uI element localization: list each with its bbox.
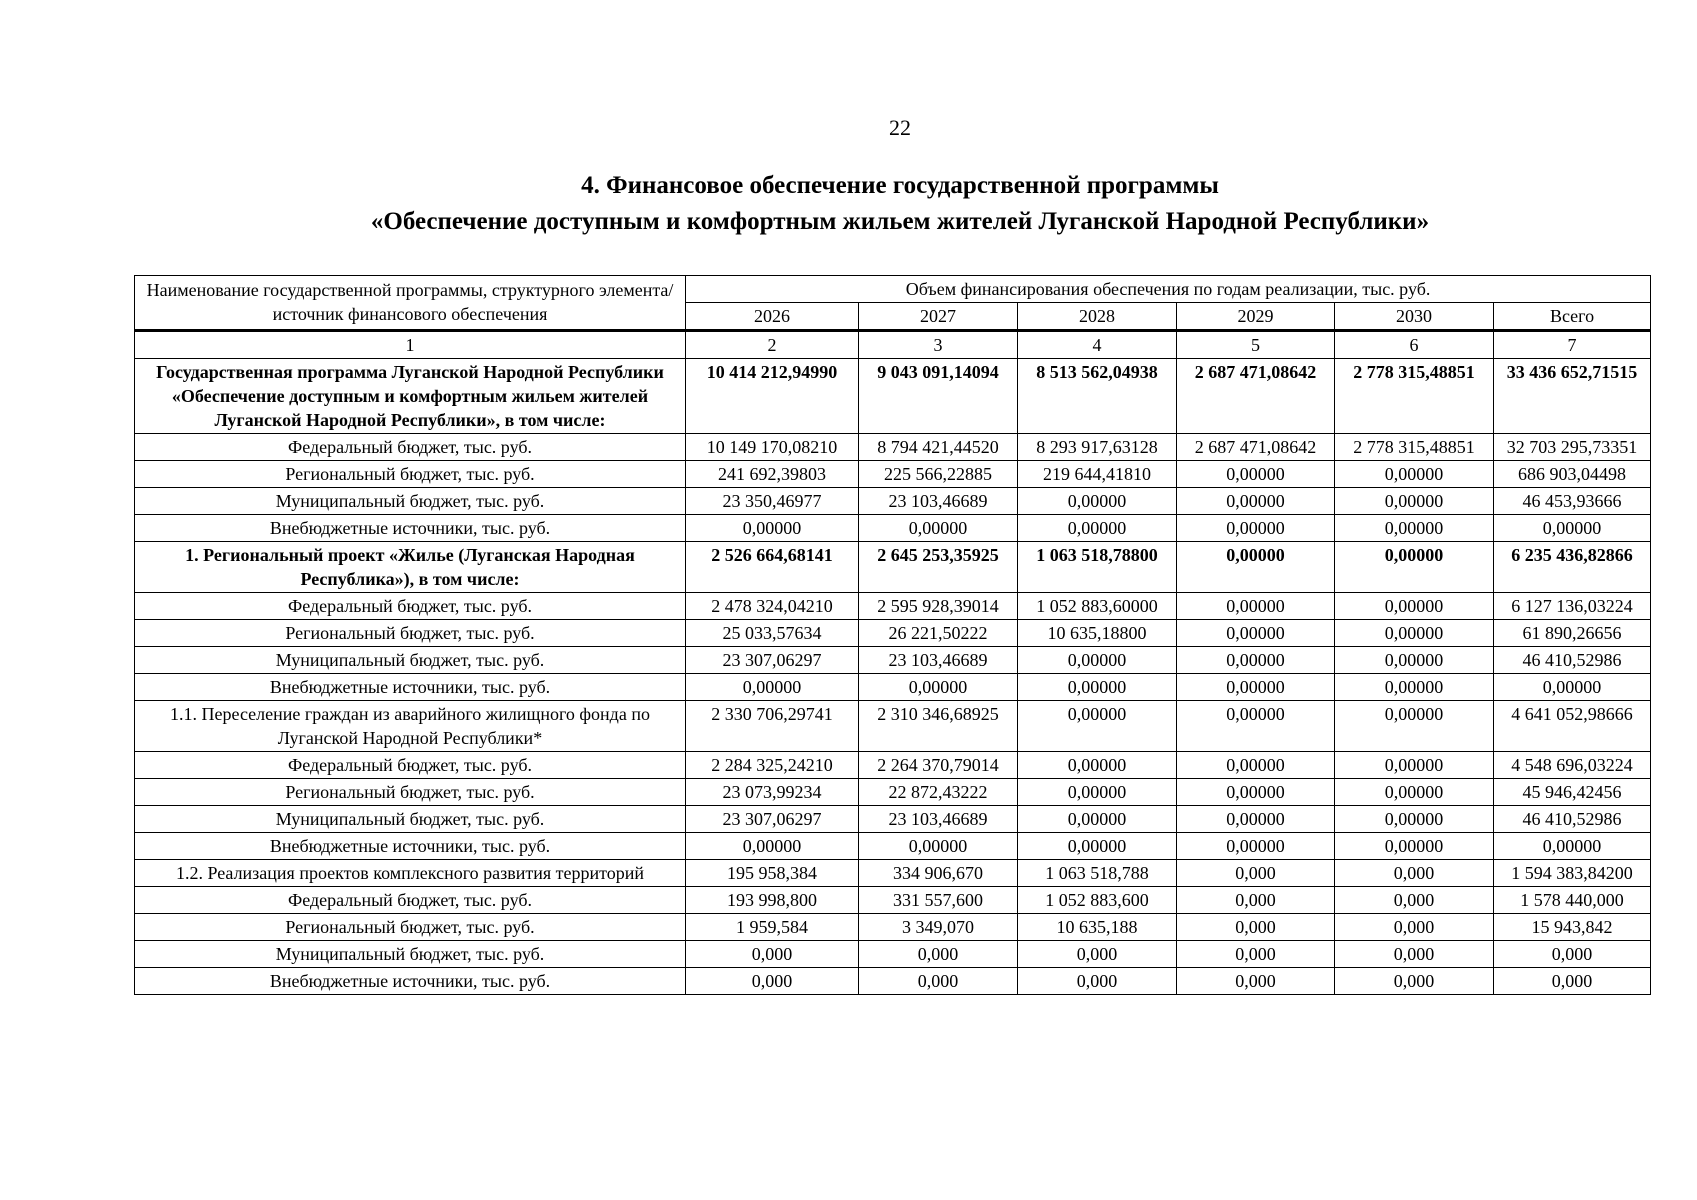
table-row	[135, 674, 1651, 701]
value-cell: 0,000	[686, 941, 859, 968]
row-name-cell: Федеральный бюджет, тыс. руб.	[135, 752, 686, 779]
value-cell: 0,00000	[1335, 620, 1494, 647]
value-cell: 225 566,22885	[859, 461, 1018, 488]
value-cell: 0,00000	[1018, 779, 1177, 806]
value-cell: 0,00000	[1494, 515, 1651, 542]
value-cell: 0,00000	[1335, 674, 1494, 701]
value-cell: 0,00000	[1335, 701, 1494, 752]
value-cell: 23 103,46689	[859, 806, 1018, 833]
value-cell: 0,00000	[686, 674, 859, 701]
value-cell: 0,000	[1177, 887, 1335, 914]
row-name-cell: 1. Региональный проект «Жилье (Луганская Народная Республика»), в том числе:	[135, 542, 686, 593]
value-cell: 2 478 324,04210	[686, 593, 859, 620]
table-row	[135, 515, 1651, 542]
value-cell: 4 641 052,98666	[1494, 701, 1651, 752]
value-cell: 0,00000	[1177, 647, 1335, 674]
value-cell: 10 635,188	[1018, 914, 1177, 941]
value-cell: 0,000	[1494, 941, 1651, 968]
table-row	[135, 488, 1651, 515]
year-header-cell: 2028	[1018, 303, 1177, 331]
table-row	[135, 434, 1651, 461]
value-cell: 8 293 917,63128	[1018, 434, 1177, 461]
value-cell: 46 410,52986	[1494, 806, 1651, 833]
row-name-cell: Государственная программа Луганской Народной Республики «Обеспечение доступным и комфортным жильем жителей Луганской Народной Республики», в том числе:	[135, 359, 686, 434]
value-cell: 46 453,93666	[1494, 488, 1651, 515]
value-cell: 23 350,46977	[686, 488, 859, 515]
value-cell: 0,00000	[1335, 593, 1494, 620]
value-cell: 0,00000	[686, 515, 859, 542]
value-cell: 1 959,584	[686, 914, 859, 941]
row-name-cell: Внебюджетные источники, тыс. руб.	[135, 674, 686, 701]
value-cell: 23 103,46689	[859, 488, 1018, 515]
value-cell: 0,00000	[1335, 806, 1494, 833]
value-cell: 26 221,50222	[859, 620, 1018, 647]
value-cell: 2 778 315,48851	[1335, 359, 1494, 434]
table-row	[135, 461, 1651, 488]
value-cell: 0,00000	[1177, 701, 1335, 752]
value-cell: 0,00000	[1018, 833, 1177, 860]
value-cell: 2 526 664,68141	[686, 542, 859, 593]
total-header-cell: Всего	[1494, 303, 1651, 331]
value-cell: 23 307,06297	[686, 647, 859, 674]
value-cell: 0,00000	[1335, 779, 1494, 806]
table-row	[135, 359, 1651, 434]
value-cell: 0,00000	[1335, 833, 1494, 860]
row-name-cell: 1.2. Реализация проектов комплексного развития территорий	[135, 860, 686, 887]
value-cell: 2 310 346,68925	[859, 701, 1018, 752]
value-cell: 0,00000	[1335, 752, 1494, 779]
value-cell: 0,000	[1018, 941, 1177, 968]
row-name-cell: Внебюджетные источники, тыс. руб.	[135, 968, 686, 995]
row-name-cell: Муниципальный бюджет, тыс. руб.	[135, 488, 686, 515]
value-cell: 0,00000	[1494, 833, 1651, 860]
value-cell: 334 906,670	[859, 860, 1018, 887]
value-cell: 0,00000	[859, 515, 1018, 542]
value-cell: 0,000	[859, 968, 1018, 995]
value-cell: 0,00000	[1177, 833, 1335, 860]
value-cell: 1 052 883,600	[1018, 887, 1177, 914]
page-number: 22	[889, 115, 911, 140]
column-number-row	[135, 331, 1651, 359]
value-cell: 3 349,070	[859, 914, 1018, 941]
value-cell: 0,00000	[1177, 779, 1335, 806]
column-number-cell: 3	[859, 331, 1018, 359]
year-header-cell: 2029	[1177, 303, 1335, 331]
value-cell: 4 548 696,03224	[1494, 752, 1651, 779]
row-name-cell: Региональный бюджет, тыс. руб.	[135, 461, 686, 488]
value-cell: 0,000	[1177, 914, 1335, 941]
value-cell: 0,00000	[1177, 752, 1335, 779]
value-cell: 10 414 212,94990	[686, 359, 859, 434]
value-cell: 8 513 562,04938	[1018, 359, 1177, 434]
value-cell: 0,000	[1177, 860, 1335, 887]
value-cell: 0,000	[1018, 968, 1177, 995]
row-name-cell: Региональный бюджет, тыс. руб.	[135, 914, 686, 941]
value-cell: 2 778 315,48851	[1335, 434, 1494, 461]
header-volume-cell: Объем финансирования обеспечения по годам реализации, тыс. руб.	[686, 276, 1651, 303]
column-number-cell: 4	[1018, 331, 1177, 359]
value-cell: 0,00000	[1494, 674, 1651, 701]
value-cell: 0,000	[686, 968, 859, 995]
financing-table	[134, 275, 1651, 995]
row-name-cell: 1.1. Переселение граждан из аварийного жилищного фонда по Луганской Народной Республики*	[135, 701, 686, 752]
value-cell: 6 235 436,82866	[1494, 542, 1651, 593]
column-number-cell: 5	[1177, 331, 1335, 359]
table-row	[135, 860, 1651, 887]
value-cell: 219 644,41810	[1018, 461, 1177, 488]
value-cell: 0,00000	[1335, 542, 1494, 593]
row-name-cell: Муниципальный бюджет, тыс. руб.	[135, 647, 686, 674]
column-number-cell: 1	[135, 331, 686, 359]
table-row	[135, 752, 1651, 779]
value-cell: 241 692,39803	[686, 461, 859, 488]
value-cell: 195 958,384	[686, 860, 859, 887]
value-cell: 1 578 440,000	[1494, 887, 1651, 914]
value-cell: 0,000	[859, 941, 1018, 968]
column-number-cell: 6	[1335, 331, 1494, 359]
value-cell: 15 943,842	[1494, 914, 1651, 941]
value-cell: 0,00000	[1177, 806, 1335, 833]
value-cell: 0,00000	[1335, 488, 1494, 515]
table-row	[135, 593, 1651, 620]
table-row	[135, 647, 1651, 674]
row-name-cell: Федеральный бюджет, тыс. руб.	[135, 434, 686, 461]
title-line-1: 4. Финансовое обеспечение государственной программы	[581, 172, 1219, 199]
value-cell: 0,00000	[1177, 542, 1335, 593]
value-cell: 0,00000	[1335, 461, 1494, 488]
value-cell: 2 687 471,08642	[1177, 359, 1335, 434]
value-cell: 33 436 652,71515	[1494, 359, 1651, 434]
table-row	[135, 542, 1651, 593]
value-cell: 0,00000	[1018, 674, 1177, 701]
value-cell: 46 410,52986	[1494, 647, 1651, 674]
table-row	[135, 833, 1651, 860]
row-name-cell: Муниципальный бюджет, тыс. руб.	[135, 806, 686, 833]
value-cell: 1 063 518,78800	[1018, 542, 1177, 593]
table-row	[135, 620, 1651, 647]
value-cell: 0,00000	[1018, 701, 1177, 752]
value-cell: 0,00000	[1177, 593, 1335, 620]
row-name-cell: Региональный бюджет, тыс. руб.	[135, 620, 686, 647]
value-cell: 2 330 706,29741	[686, 701, 859, 752]
value-cell: 2 595 928,39014	[859, 593, 1018, 620]
value-cell: 0,00000	[1177, 488, 1335, 515]
table-row	[135, 701, 1651, 752]
table-row	[135, 779, 1651, 806]
value-cell: 1 594 383,84200	[1494, 860, 1651, 887]
value-cell: 25 033,57634	[686, 620, 859, 647]
value-cell: 23 073,99234	[686, 779, 859, 806]
column-number-cell: 7	[1494, 331, 1651, 359]
value-cell: 686 903,04498	[1494, 461, 1651, 488]
value-cell: 0,00000	[1177, 461, 1335, 488]
financing-table-body	[135, 276, 1651, 995]
value-cell: 0,00000	[1018, 515, 1177, 542]
value-cell: 2 264 370,79014	[859, 752, 1018, 779]
table-row	[135, 914, 1651, 941]
value-cell: 331 557,600	[859, 887, 1018, 914]
value-cell: 0,00000	[1018, 488, 1177, 515]
value-cell: 0,00000	[1335, 647, 1494, 674]
value-cell: 22 872,43222	[859, 779, 1018, 806]
value-cell: 0,000	[1494, 968, 1651, 995]
value-cell: 0,00000	[859, 833, 1018, 860]
row-name-cell: Региональный бюджет, тыс. руб.	[135, 779, 686, 806]
value-cell: 2 687 471,08642	[1177, 434, 1335, 461]
value-cell: 10 149 170,08210	[686, 434, 859, 461]
value-cell: 0,000	[1335, 968, 1494, 995]
value-cell: 0,00000	[686, 833, 859, 860]
value-cell: 0,000	[1177, 941, 1335, 968]
value-cell: 0,00000	[1177, 674, 1335, 701]
year-header-cell: 2027	[859, 303, 1018, 331]
value-cell: 0,00000	[1335, 515, 1494, 542]
row-name-cell: Федеральный бюджет, тыс. руб.	[135, 887, 686, 914]
value-cell: 2 645 253,35925	[859, 542, 1018, 593]
value-cell: 8 794 421,44520	[859, 434, 1018, 461]
value-cell: 23 103,46689	[859, 647, 1018, 674]
row-name-cell: Внебюджетные источники, тыс. руб.	[135, 515, 686, 542]
page-title	[0, 168, 1697, 240]
value-cell: 45 946,42456	[1494, 779, 1651, 806]
header-name-cell: Наименование государственной программы, структурного элемента/источник финансового обеспечения	[135, 276, 686, 331]
value-cell: 0,000	[1177, 968, 1335, 995]
row-name-cell: Федеральный бюджет, тыс. руб.	[135, 593, 686, 620]
value-cell: 0,000	[1335, 860, 1494, 887]
value-cell: 1 052 883,60000	[1018, 593, 1177, 620]
value-cell: 23 307,06297	[686, 806, 859, 833]
value-cell: 9 043 091,14094	[859, 359, 1018, 434]
value-cell: 0,00000	[1177, 515, 1335, 542]
table-row	[135, 941, 1651, 968]
value-cell: 0,00000	[1018, 806, 1177, 833]
row-name-cell: Муниципальный бюджет, тыс. руб.	[135, 941, 686, 968]
value-cell: 32 703 295,73351	[1494, 434, 1651, 461]
value-cell: 0,00000	[1018, 752, 1177, 779]
value-cell: 10 635,18800	[1018, 620, 1177, 647]
table-row	[135, 968, 1651, 995]
value-cell: 2 284 325,24210	[686, 752, 859, 779]
value-cell: 61 890,26656	[1494, 620, 1651, 647]
value-cell: 1 063 518,788	[1018, 860, 1177, 887]
column-number-cell: 2	[686, 331, 859, 359]
value-cell: 6 127 136,03224	[1494, 593, 1651, 620]
value-cell: 0,00000	[1177, 620, 1335, 647]
value-cell: 0,000	[1335, 914, 1494, 941]
table-row	[135, 806, 1651, 833]
title-line-2: «Обеспечение доступным и комфортным жильем жителей Луганской Народной Республики»	[370, 208, 1430, 235]
value-cell: 0,00000	[859, 674, 1018, 701]
value-cell: 0,000	[1335, 887, 1494, 914]
year-header-cell: 2030	[1335, 303, 1494, 331]
year-header-cell: 2026	[686, 303, 859, 331]
value-cell: 193 998,800	[686, 887, 859, 914]
row-name-cell: Внебюджетные источники, тыс. руб.	[135, 833, 686, 860]
value-cell: 0,000	[1335, 941, 1494, 968]
table-row	[135, 887, 1651, 914]
header-row	[135, 276, 1651, 303]
value-cell: 0,00000	[1018, 647, 1177, 674]
